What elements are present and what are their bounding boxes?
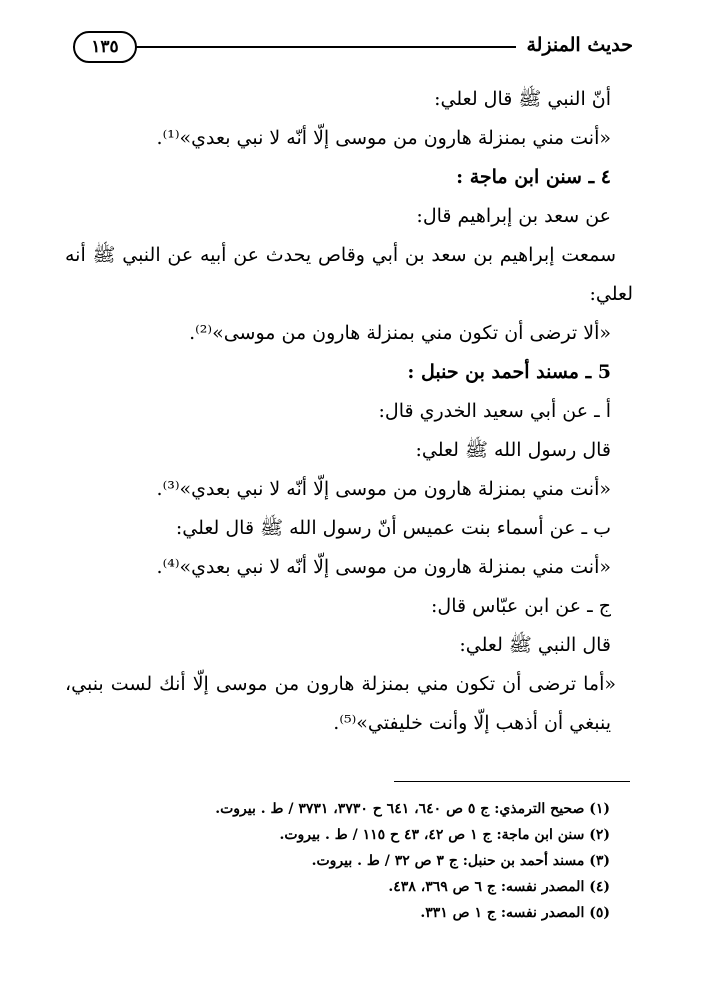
- main-text: [65, 80, 633, 743]
- footnote: (٥) المصدر نفسه: ج ١ ص ٣٣١.: [420, 905, 610, 921]
- text-line: لعلي:: [589, 283, 633, 305]
- text-line: أ ـ عن أبي سعيد الخدري قال:: [378, 400, 611, 422]
- quote-line: «أنت مني بمنزلة هارون من موسى إلّا أنّه لا نبي بعدي»⁽⁴⁾.: [156, 556, 611, 578]
- running-title: حديث المنزلة: [516, 30, 633, 60]
- footnote: (٣) مسند أحمد بن حنبل: ج ٣ ص ٣٢ / ط . بيروت.: [311, 853, 610, 869]
- footnote: (١) صحيح الترمذي: ج ٥ ص ٦٤٠، ٦٤١ ح ٣٧٣٠، ٣٧٣١ / ط . بيروت.: [215, 801, 610, 817]
- page-header: [73, 26, 633, 68]
- section-heading: ٤ ـ سنن ابن ماجة :: [456, 166, 611, 188]
- quote-line: «أنت مني بمنزلة هارون من موسى إلّا أنّه لا نبي بعدي»⁽¹⁾.: [156, 127, 611, 149]
- quote-line: «أما ترضى أن تكون مني بمنزلة هارون من موسى إلّا أنك لست بنبي،: [65, 673, 616, 695]
- quote-line: «ألا ترضى أن تكون مني بمنزلة هارون من موسى»⁽²⁾.: [189, 322, 611, 344]
- text-line: قال رسول الله ﷺ لعلي:: [415, 439, 611, 461]
- page-number-badge: ١٣٥: [73, 31, 137, 63]
- quote-line: «أنت مني بمنزلة هارون من موسى إلّا أنّه لا نبي بعدي»⁽³⁾.: [156, 478, 611, 500]
- text-line: ج ـ عن ابن عبّاس قال:: [431, 595, 611, 617]
- footnote: (٤) المصدر نفسه: ج ٦ ص ٣٦٩، ٤٣٨.: [388, 879, 610, 895]
- quote-line: ينبغي أن أذهب إلّا وأنت خليفتي»⁽⁵⁾.: [333, 712, 611, 734]
- footnote: (٢) سنن ابن ماجة: ج ١ ص ٤٢، ٤٣ ح ١١٥ / ط . بيروت.: [279, 827, 610, 843]
- section-heading: 5 ـ مسند أحمد بن حنبل :: [407, 361, 611, 383]
- text-line: سمعت إبراهيم بن سعد بن أبي وقاص يحدث عن أبيه عن النبي ﷺ أنه: [65, 244, 616, 266]
- text-line: ب ـ عن أسماء بنت عميس أنّ رسول الله ﷺ قال لعلي:: [175, 517, 611, 539]
- footnote-divider: [394, 781, 630, 782]
- footnotes: [80, 796, 610, 926]
- text-line: قال النبي ﷺ لعلي:: [459, 634, 611, 656]
- text-line: أنّ النبي ﷺ قال لعلي:: [434, 88, 611, 110]
- text-line: عن سعد بن إبراهيم قال:: [416, 205, 611, 227]
